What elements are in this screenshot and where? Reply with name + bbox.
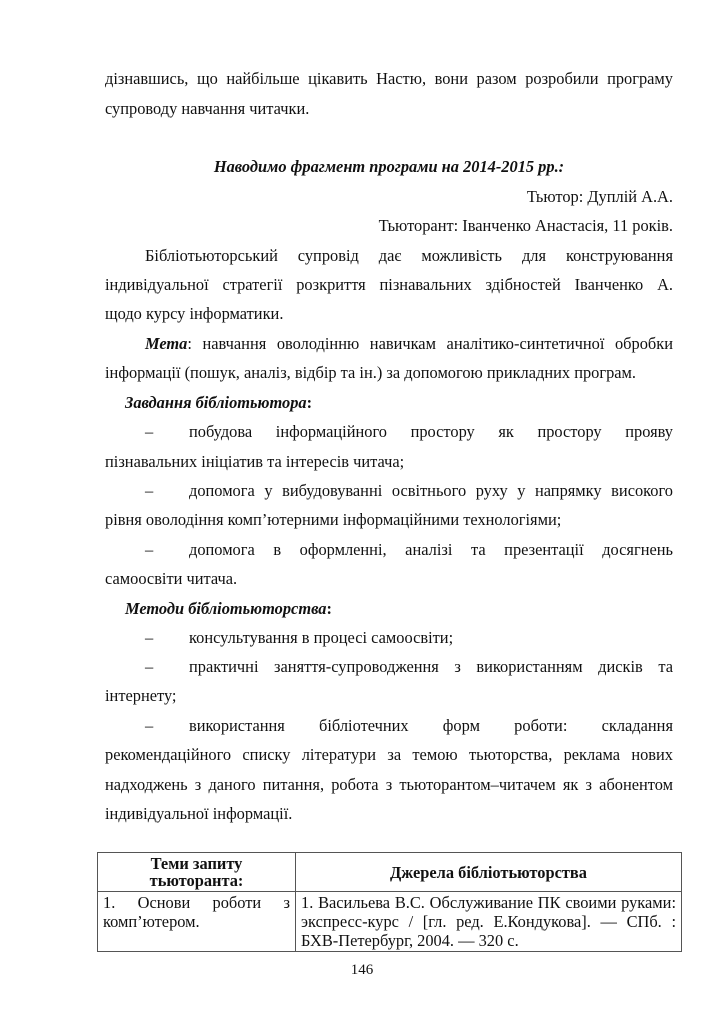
support-line-1: Бібліотьюторський супровід дає можливість для конструювання <box>145 246 673 265</box>
task-item-3-cont: самоосвіти читача. <box>105 569 238 588</box>
dash-bullet: – <box>145 716 154 735</box>
goal-label: Мета <box>145 334 188 353</box>
task-item-2-cont: рівня оволодіння комп’ютерними інформаційними технологіями; <box>105 510 562 529</box>
support-line-3: щодо курсу інформатики. <box>105 304 284 323</box>
dash-bullet: – <box>145 422 154 441</box>
dash-bullet: – <box>145 628 154 647</box>
intro-line-1: дізнавшись, що найбільше цікавить Настю, вони разом розробили програму <box>105 69 673 88</box>
method-item-3-cont-2: надходжень з даного питання, робота з тьюторантом–читачем як з абонентом <box>105 775 673 794</box>
table-row <box>98 892 682 952</box>
tutorant-line: Тьюторант: Іванченко Анастасія, 11 років. <box>378 216 673 235</box>
document-page: дізнавшись, що найбільше цікавить Настю, вони разом розробили програму супроводу навчання читачки. Наводимо фрагмент програми на 2014-2015 рр.: Тьютор: Дуплій А.А. Тьюторант: Іванченко Анастасія, 11 років. Бібліотьюторський супровід дає можливість для конструювання індивідуальної стратегії розкриття пізнавальних здібностей Іванченко А. щодо курсу інформатики. Мета: навчання оволодінню навичкам аналітико-синтетичної обробки інформації (пошук, аналіз, відбір та ін.) за допомогою прикладних програм. Завдання бібліотьютора: – побудова інформаційного простору як простору прояву пізнавальних ініціатив та інтересів читача; – допомога у вибудовуванні освітнього руху у напрямку високого рівня оволодіння комп’ютерними інформаційними технологіями; – допомога в оформленні, аналізі та презентації досягнень самоосвіти читача. Методи бібліотьюторства: – консультування в процесі самоосвіти; – практичні заняття-супроводження з використанням дисків та інтернету; – використання бібліотечних форм роботи: складання рекомендаційного списку літератури за темою тьюторства, реклама нових надходжень з даного питання, робота з тьюторантом–читачем як з абонентом індивідуальної інформації. Теми запиту тьюторанта: Джерела бібліотьюторства 1. Основи роботи з комп’ютером. 1. Васильева В.С. Обслуживание ПК своими руками: экспресс-курс / [гл. ред. Е.Кондукова]. — СПб. : БХВ-Петербург, 2004. — 320 с. 146 <box>0 0 724 1024</box>
goal-line-2: інформації (пошук, аналіз, відбір та ін.) за допомогою прикладних програм. <box>105 363 637 382</box>
header-topics: Теми запиту тьюторанта: <box>98 853 296 892</box>
table-header-row <box>98 853 682 892</box>
fragment-heading: Наводимо фрагмент програми на 2014-2015 рр.: <box>213 157 565 176</box>
method-item-2-cont: інтернету; <box>105 686 177 705</box>
method-item-3-cont-1: рекомендаційного списку літератури за темою тьюторства, реклама нових <box>105 745 673 764</box>
page-number: 146 <box>350 962 374 978</box>
methods-heading: Методи бібліотьюторства: <box>125 599 332 618</box>
intro-line-2: супроводу навчання читачки. <box>105 99 310 118</box>
dash-bullet: – <box>145 481 154 500</box>
method-item-3-cont-3: індивідуальної інформації. <box>105 804 293 823</box>
goal-line-1 <box>145 334 673 354</box>
sources-table <box>97 852 682 952</box>
tutor-line: Тьютор: Дуплій А.А. <box>526 187 673 206</box>
tasks-heading: Завдання бібліотьютора: <box>125 393 313 412</box>
topic-cell: 1. Основи роботи з комп’ютером. <box>98 892 296 952</box>
header-sources: Джерела бібліотьюторства <box>296 853 682 892</box>
dash-bullet: – <box>145 540 154 559</box>
goal-text: : навчання оволодінню навичкам аналітико-синтетичної обробки <box>187 334 673 353</box>
support-line-2: індивідуальної стратегії розкриття пізнавальних здібностей Іванченко А. <box>105 275 673 294</box>
source-cell: 1. Васильева В.С. Обслуживание ПК своими руками: экспресс-курс / [гл. ред. Е.Кондукова]. — СПб. : БХВ-Петербург, 2004. — 320 с. <box>296 892 682 952</box>
task-item-1-cont: пізнавальних ініціатив та інтересів читача; <box>105 452 405 471</box>
dash-bullet: – <box>145 657 154 676</box>
